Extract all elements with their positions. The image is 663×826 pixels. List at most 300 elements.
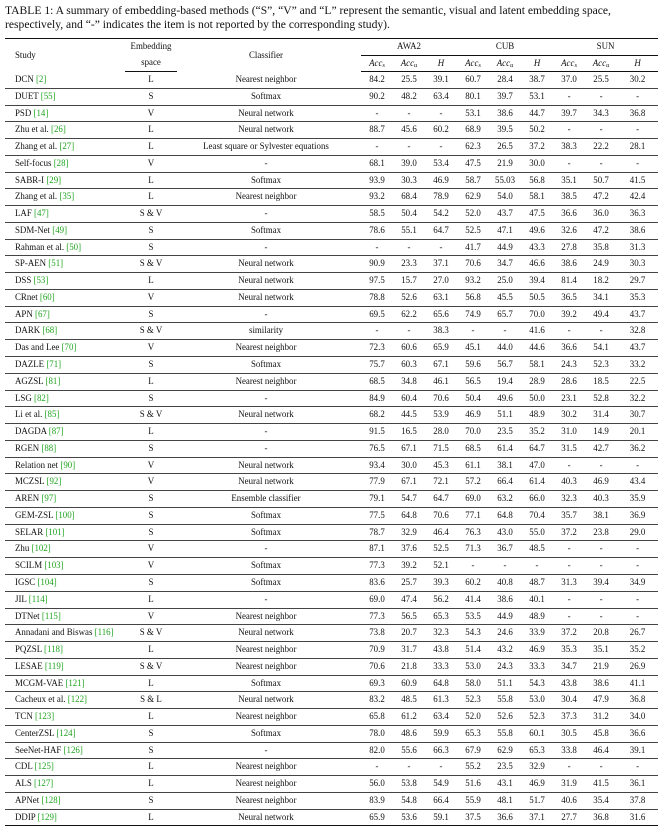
study-cell: [5, 709, 125, 726]
classifier-cell: -: [177, 390, 355, 407]
metric-value-cell: 83.9: [361, 792, 393, 809]
table-row: [5, 239, 658, 256]
study-name: TCN: [15, 711, 33, 722]
metric-value-cell: 47.2: [585, 189, 617, 206]
metric-value-cell: 64.7: [521, 440, 553, 457]
metric-value-cell: 30.5: [553, 725, 585, 742]
table-row: [5, 776, 658, 793]
citation-link[interactable]: [90]: [60, 459, 76, 470]
embedding-space-cell: V: [125, 541, 177, 558]
citation-link[interactable]: [47]: [34, 208, 49, 219]
metric-value-cell: 97.5: [361, 273, 393, 290]
citation-link[interactable]: [49]: [52, 224, 68, 235]
metric-value-cell: 63.4: [425, 709, 457, 726]
citation-link[interactable]: [88]: [41, 442, 57, 453]
citation-link[interactable]: [50]: [66, 241, 82, 252]
study-name: LAF: [15, 208, 32, 219]
metric-value-cell: 68.4: [393, 189, 425, 206]
classifier-cell: Nearest neighbor: [177, 709, 355, 726]
table-row: [5, 457, 658, 474]
metric-value-cell: 44.9: [489, 239, 521, 256]
metric-value-cell: 76.3: [457, 524, 489, 541]
citation-link[interactable]: [97]: [41, 493, 57, 504]
study-cell: [5, 792, 125, 809]
study-name: DSS: [15, 275, 32, 286]
metric-value-cell: 52.6: [489, 709, 521, 726]
classifier-cell: Nearest neighbor: [177, 792, 355, 809]
metric-value-cell: 46.9: [457, 407, 489, 424]
metric-value-cell: -: [553, 608, 585, 625]
metric-value-cell: 43.3: [521, 239, 553, 256]
classifier-cell: Neural network: [177, 474, 355, 491]
citation-link[interactable]: [68]: [42, 325, 58, 336]
classifier-cell: -: [177, 541, 355, 558]
metric-value-cell: 53.1: [521, 88, 553, 105]
citation-link[interactable]: [116]: [94, 627, 114, 638]
table-row: [5, 558, 658, 575]
metric-value-cell: 30.3: [393, 172, 425, 189]
metric-value-cell: 50.5: [521, 289, 553, 306]
metric-value-cell: 36.8: [617, 692, 658, 709]
study-cell: [5, 340, 125, 357]
study-cell: [5, 608, 125, 625]
metric-value-cell: 59.6: [457, 357, 489, 374]
study-name: DUET: [15, 90, 39, 101]
metric-value-cell: 45.1: [457, 340, 489, 357]
study-cell: [5, 658, 125, 675]
metric-value-cell: -: [617, 457, 658, 474]
citation-link[interactable]: [27]: [59, 141, 75, 152]
citation-link[interactable]: [102]: [31, 543, 51, 554]
metric-value-cell: -: [425, 139, 457, 156]
embedding-space-cell: V: [125, 289, 177, 306]
embedding-space-cell: V: [125, 155, 177, 172]
metric-value-cell: 36.6: [553, 206, 585, 223]
study-cell: [5, 742, 125, 759]
citation-link[interactable]: [26]: [50, 124, 66, 135]
metric-value-cell: 54.2: [425, 206, 457, 223]
metric-value-cell: 40.1: [521, 591, 553, 608]
header-cub: CUB: [457, 39, 553, 56]
classifier-cell: Nearest neighbor: [177, 642, 355, 659]
metric-value-cell: -: [553, 591, 585, 608]
citation-link[interactable]: [128]: [41, 794, 61, 805]
metric-value-cell: 68.2: [361, 407, 393, 424]
metric-value-cell: 61.1: [457, 457, 489, 474]
table-row: [5, 608, 658, 625]
classifier-cell: Nearest neighbor: [177, 658, 355, 675]
metric-value-cell: 51.7: [521, 792, 553, 809]
study-cell: [5, 625, 125, 642]
metric-value-cell: 39.1: [617, 742, 658, 759]
metric-value-cell: 35.9: [617, 491, 658, 508]
study-cell: [5, 407, 125, 424]
study-name: DTNet: [15, 610, 40, 621]
citation-link[interactable]: [121]: [65, 677, 85, 688]
metric-value-cell: 77.3: [361, 558, 393, 575]
metric-value-cell: 38.6: [489, 105, 521, 122]
citation-link[interactable]: [81]: [45, 375, 61, 386]
metric-value-cell: 48.5: [393, 692, 425, 709]
metric-value-cell: 77.5: [361, 507, 393, 524]
study-cell: [5, 189, 125, 206]
metric-value-cell: 50.2: [521, 122, 553, 139]
embedding-space-cell: L: [125, 809, 177, 826]
classifier-cell: Neural network: [177, 122, 355, 139]
header-sun: SUN: [553, 39, 658, 56]
embedding-space-cell: L: [125, 776, 177, 793]
metric-value-cell: 39.7: [489, 88, 521, 105]
embedding-space-cell: S: [125, 88, 177, 105]
metric-value-cell: 47.2: [585, 222, 617, 239]
metric-value-cell: 53.5: [457, 608, 489, 625]
metric-value-cell: 66.3: [425, 742, 457, 759]
metric-value-cell: 46.4: [425, 524, 457, 541]
metric-value-cell: 69.5: [361, 306, 393, 323]
metric-value-cell: 38.6: [585, 675, 617, 692]
study-cell: [5, 256, 125, 273]
study-cell: [5, 642, 125, 659]
metric-value-cell: 68.1: [361, 155, 393, 172]
classifier-cell: Softmax: [177, 524, 355, 541]
metric-value-cell: 79.1: [361, 491, 393, 508]
table-row: [5, 725, 658, 742]
citation-link[interactable]: [101]: [45, 526, 65, 537]
study-name: AREN: [15, 493, 40, 504]
metric-value-cell: 48.1: [489, 792, 521, 809]
metric-value-cell: 53.9: [425, 407, 457, 424]
metric-value-cell: 15.7: [393, 273, 425, 290]
table-row: [5, 675, 658, 692]
metric-value-cell: 39.3: [425, 574, 457, 591]
classifier-cell: Nearest neighbor: [177, 340, 355, 357]
citation-link[interactable]: [2]: [35, 73, 47, 84]
study-name: Zhu et al.: [15, 124, 49, 135]
table-row: [5, 474, 658, 491]
table-row: [5, 692, 658, 709]
metric-value-cell: 78.6: [361, 222, 393, 239]
table-row: [5, 206, 658, 223]
classifier-cell: Softmax: [177, 725, 355, 742]
metric-value-cell: 93.9: [361, 172, 393, 189]
metric-value-cell: 52.1: [425, 558, 457, 575]
citation-link[interactable]: [28]: [53, 157, 69, 168]
metric-value-cell: 70.4: [521, 507, 553, 524]
header-acc-u: Acc$_u$: [489, 55, 521, 72]
metric-value-cell: 56.7: [489, 357, 521, 374]
metric-value-cell: 70.6: [425, 390, 457, 407]
metric-value-cell: 47.0: [521, 457, 553, 474]
citation-link[interactable]: [119]: [44, 660, 64, 671]
metric-value-cell: 58.5: [361, 206, 393, 223]
header-acc-u: Acc$_u$: [585, 55, 617, 72]
metric-value-cell: 39.4: [585, 574, 617, 591]
table-row: [5, 709, 658, 726]
citation-link[interactable]: [123]: [34, 711, 55, 722]
metric-value-cell: 33.8: [553, 742, 585, 759]
study-cell: [5, 105, 125, 122]
metric-value-cell: 67.1: [393, 440, 425, 457]
metric-value-cell: 39.2: [393, 558, 425, 575]
embedding-space-cell: S: [125, 524, 177, 541]
metric-value-cell: 49.6: [489, 390, 521, 407]
citation-link[interactable]: [129]: [37, 811, 57, 822]
classifier-cell: similarity: [177, 323, 355, 340]
study-cell: [5, 323, 125, 340]
table-row: [5, 189, 658, 206]
metric-value-cell: 37.5: [457, 809, 489, 826]
study-name: AGZSL: [15, 375, 44, 386]
classifier-cell: -: [177, 591, 355, 608]
study-cell: [5, 574, 125, 591]
metric-value-cell: 37.3: [553, 709, 585, 726]
metric-value-cell: 58.0: [457, 675, 489, 692]
metric-value-cell: 65.7: [489, 306, 521, 323]
metric-value-cell: 51.4: [457, 642, 489, 659]
metric-value-cell: 61.3: [425, 692, 457, 709]
metric-value-cell: 72.1: [425, 474, 457, 491]
table-row: [5, 289, 658, 306]
metric-value-cell: 28.0: [425, 424, 457, 441]
study-cell: [5, 72, 125, 89]
embedding-space-cell: S: [125, 306, 177, 323]
metric-value-cell: 35.8: [585, 239, 617, 256]
embedding-space-cell: L: [125, 72, 177, 89]
citation-link[interactable]: [51]: [48, 258, 64, 269]
classifier-cell: -: [177, 155, 355, 172]
study-cell: [5, 457, 125, 474]
metric-value-cell: 57.2: [457, 474, 489, 491]
metric-value-cell: -: [361, 139, 393, 156]
metric-value-cell: 70.0: [457, 424, 489, 441]
study-cell: [5, 289, 125, 306]
metric-value-cell: 56.2: [425, 591, 457, 608]
study-name: Annadani and Biswas: [15, 627, 93, 638]
metric-value-cell: 18.2: [585, 273, 617, 290]
metric-value-cell: 53.8: [393, 776, 425, 793]
study-name: LSG: [15, 392, 32, 403]
metric-value-cell: 55.0: [521, 524, 553, 541]
metric-value-cell: 35.1: [553, 172, 585, 189]
classifier-cell: Neural network: [177, 256, 355, 273]
table-row: [5, 273, 658, 290]
metric-value-cell: 39.4: [521, 273, 553, 290]
study-cell: [5, 541, 125, 558]
study-cell: [5, 424, 125, 441]
citation-link[interactable]: [92]: [46, 476, 62, 487]
metric-value-cell: 78.9: [425, 189, 457, 206]
citation-link[interactable]: [118]: [44, 644, 63, 655]
metric-value-cell: 47.9: [585, 692, 617, 709]
metric-value-cell: 35.3: [617, 289, 658, 306]
table-row: [5, 809, 658, 826]
metric-value-cell: 47.1: [489, 222, 521, 239]
metric-value-cell: 53.1: [457, 105, 489, 122]
metric-value-cell: -: [361, 105, 393, 122]
metric-value-cell: 55.03: [489, 172, 521, 189]
classifier-cell: -: [177, 424, 355, 441]
metric-value-cell: 36.6: [617, 725, 658, 742]
citation-link[interactable]: [126]: [63, 744, 83, 755]
classifier-cell: -: [177, 206, 355, 223]
metric-value-cell: 64.8: [489, 507, 521, 524]
metric-value-cell: 59.9: [425, 725, 457, 742]
metric-value-cell: 25.5: [393, 72, 425, 89]
metric-value-cell: 51.1: [489, 675, 521, 692]
metric-value-cell: 41.1: [617, 675, 658, 692]
citation-link[interactable]: [100]: [55, 509, 75, 520]
metric-value-cell: 62.3: [457, 139, 489, 156]
embedding-space-cell: S & V: [125, 323, 177, 340]
citation-link[interactable]: [55]: [40, 90, 56, 101]
citation-link[interactable]: [60]: [39, 291, 55, 302]
classifier-cell: Nearest neighbor: [177, 776, 355, 793]
metric-value-cell: 75.7: [361, 357, 393, 374]
citation-link[interactable]: [14]: [33, 107, 49, 118]
metric-value-cell: 58.1: [521, 189, 553, 206]
study-name: SeeNet-HAF: [15, 744, 62, 755]
metric-value-cell: 24.3: [489, 658, 521, 675]
classifier-cell: Least square or Sylvester equations: [177, 139, 355, 156]
metric-value-cell: 29.0: [617, 524, 658, 541]
metric-value-cell: 46.9: [521, 642, 553, 659]
metric-value-cell: -: [553, 323, 585, 340]
metric-value-cell: 36.8: [585, 809, 617, 826]
metric-value-cell: -: [553, 759, 585, 776]
metric-value-cell: 40.8: [489, 574, 521, 591]
citation-link[interactable]: [67]: [34, 308, 50, 319]
metric-value-cell: 83.6: [361, 574, 393, 591]
citation-link[interactable]: [35]: [59, 191, 75, 202]
metric-value-cell: 81.4: [553, 273, 585, 290]
metric-value-cell: 32.3: [553, 491, 585, 508]
metric-value-cell: 34.3: [585, 105, 617, 122]
table-row: [5, 440, 658, 457]
metric-value-cell: 36.6: [553, 340, 585, 357]
citation-link[interactable]: [71]: [46, 359, 62, 370]
classifier-cell: Nearest neighbor: [177, 608, 355, 625]
table-row: [5, 105, 658, 122]
metric-value-cell: 37.1: [521, 809, 553, 826]
metric-value-cell: -: [585, 541, 617, 558]
metric-value-cell: 62.9: [457, 189, 489, 206]
metric-value-cell: 65.3: [425, 608, 457, 625]
citation-link[interactable]: [104]: [37, 576, 57, 587]
study-cell: [5, 390, 125, 407]
citation-link[interactable]: [115]: [41, 610, 61, 621]
study-cell: [5, 558, 125, 575]
embedding-space-cell: V: [125, 558, 177, 575]
metric-value-cell: 78.7: [361, 524, 393, 541]
metric-value-cell: 38.1: [585, 507, 617, 524]
metric-value-cell: 54.8: [393, 792, 425, 809]
metric-value-cell: 23.5: [489, 424, 521, 441]
header-acc-u: Acc$_u$: [393, 55, 425, 72]
embedding-space-cell: V: [125, 457, 177, 474]
metric-value-cell: 22.5: [617, 373, 658, 390]
metric-value-cell: -: [617, 591, 658, 608]
metric-value-cell: 21.8: [393, 658, 425, 675]
citation-link[interactable]: [124]: [56, 727, 76, 738]
embedding-space-cell: S: [125, 742, 177, 759]
classifier-cell: -: [177, 306, 355, 323]
citation-link[interactable]: [127]: [34, 778, 54, 789]
metric-value-cell: 56.0: [361, 776, 393, 793]
study-cell: [5, 306, 125, 323]
metric-value-cell: 50.0: [521, 390, 553, 407]
table-row: [5, 792, 658, 809]
metric-value-cell: -: [393, 139, 425, 156]
citation-link[interactable]: [114]: [28, 593, 48, 604]
metric-value-cell: 36.7: [489, 541, 521, 558]
header-space: space: [125, 55, 177, 72]
metric-value-cell: 49.4: [585, 306, 617, 323]
metric-value-cell: 53.0: [457, 658, 489, 675]
citation-link[interactable]: [125]: [34, 761, 54, 772]
metric-value-cell: 30.0: [521, 155, 553, 172]
citation-link[interactable]: [29]: [46, 174, 62, 185]
metric-value-cell: 31.4: [585, 407, 617, 424]
metric-value-cell: -: [553, 541, 585, 558]
classifier-cell: Softmax: [177, 675, 355, 692]
study-name: DCN: [15, 73, 34, 84]
table-body: [5, 72, 658, 826]
metric-value-cell: 32.8: [617, 323, 658, 340]
metric-value-cell: 55.2: [457, 759, 489, 776]
classifier-cell: Nearest neighbor: [177, 759, 355, 776]
metric-value-cell: -: [361, 239, 393, 256]
metric-value-cell: 46.6: [521, 256, 553, 273]
embedding-space-cell: L: [125, 189, 177, 206]
study-cell: [5, 491, 125, 508]
metric-value-cell: 53.6: [393, 809, 425, 826]
metric-value-cell: 65.8: [361, 709, 393, 726]
metric-value-cell: 30.7: [617, 407, 658, 424]
citation-link[interactable]: [87]: [48, 426, 64, 437]
table-row: [5, 155, 658, 172]
citation-link[interactable]: [70]: [61, 342, 77, 353]
citation-link[interactable]: [85]: [44, 409, 60, 420]
metric-value-cell: 65.9: [361, 809, 393, 826]
classifier-cell: Neural network: [177, 273, 355, 290]
metric-value-cell: 31.5: [553, 440, 585, 457]
embedding-space-cell: L: [125, 373, 177, 390]
metric-value-cell: 93.4: [361, 457, 393, 474]
citation-link[interactable]: [103]: [44, 560, 64, 571]
metric-value-cell: 61.4: [521, 474, 553, 491]
study-name: CRnet: [15, 291, 38, 302]
metric-value-cell: 60.2: [457, 574, 489, 591]
metric-value-cell: 54.1: [585, 340, 617, 357]
metric-value-cell: 66.4: [425, 792, 457, 809]
metric-value-cell: 24.6: [489, 625, 521, 642]
metric-value-cell: 70.9: [361, 642, 393, 659]
embedding-space-cell: S: [125, 792, 177, 809]
metric-value-cell: 64.7: [425, 222, 457, 239]
metric-value-cell: 46.9: [585, 474, 617, 491]
table-row: [5, 407, 658, 424]
metric-value-cell: 44.7: [521, 105, 553, 122]
citation-link[interactable]: [122]: [67, 694, 87, 705]
citation-link[interactable]: [82]: [34, 392, 49, 403]
metric-value-cell: 24.3: [553, 357, 585, 374]
citation-link[interactable]: [53]: [33, 275, 49, 286]
metric-value-cell: 61.4: [489, 440, 521, 457]
metric-value-cell: 60.3: [393, 357, 425, 374]
metric-value-cell: 52.3: [521, 709, 553, 726]
metric-value-cell: -: [585, 88, 617, 105]
study-name: Relation net: [15, 459, 59, 470]
